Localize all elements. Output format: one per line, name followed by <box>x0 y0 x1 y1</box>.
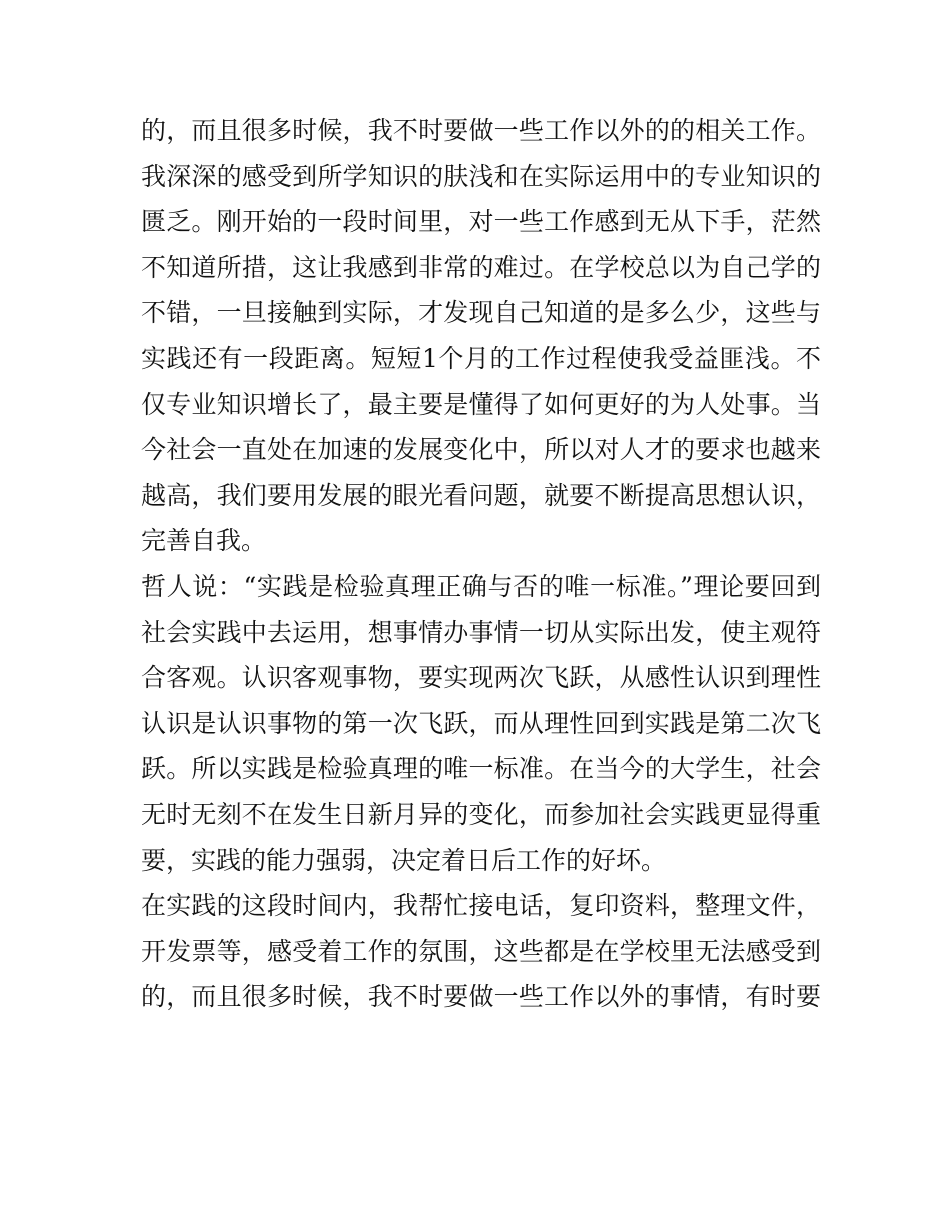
paragraph-2 <box>141 564 821 883</box>
text-line: 无时无刻不在发生日新月异的变化，而参加社会实践更显得重 <box>141 799 821 829</box>
text-line: 合客观。认识客观事物，要实现两次飞跃，从感性认识到理性 <box>141 663 821 693</box>
text-line: 完善自我。 <box>141 526 267 556</box>
text-line: 的，而且很多时候，我不时要做一些工作以外的事情，有时要 <box>141 982 821 1012</box>
text-line: 在实践的这段时间内，我帮忙接电话，复印资料，整理文件， <box>141 891 821 921</box>
text-line: 我深深的感受到所学知识的肤浅和在实际运用中的专业知识的 <box>141 161 821 191</box>
text-line: 哲人说：“实践是检验真理正确与否的唯一标准。”理论要回到 <box>141 571 821 601</box>
text-line: 认识是认识事物的第一次飞跃，而从理性回到实践是第二次飞 <box>141 708 821 738</box>
text-line: 仅专业知识增长了，最主要是懂得了如何更好的为人处事。当 <box>141 389 821 419</box>
text-line: 不错，一旦接触到实际，才发现自己知道的是多么少，这些与 <box>141 298 821 328</box>
paragraph-3 <box>141 883 821 1020</box>
text-line: 今社会一直处在加速的发展变化中，所以对人才的要求也越来 <box>141 435 821 465</box>
text-line: 跃。所以实践是检验真理的唯一标准。在当今的大学生，社会 <box>141 754 821 784</box>
document-body <box>141 108 821 1020</box>
text-line: 不知道所措，这让我感到非常的难过。在学校总以为自己学的 <box>141 252 821 282</box>
text-line: 社会实践中去运用，想事情办事情一切从实际出发，使主观符 <box>141 617 821 647</box>
paragraph-1 <box>141 108 821 564</box>
text-line: 实践还有一段距离。短短1个月的工作过程使我受益匪浅。不 <box>141 343 821 373</box>
text-line: 匮乏。刚开始的一段时间里，对一些工作感到无从下手，茫然 <box>141 207 821 237</box>
text-line: 要，实践的能力强弱，决定着日后工作的好坏。 <box>141 845 667 875</box>
text-line: 开发票等，感受着工作的氛围，这些都是在学校里无法感受到 <box>141 936 821 966</box>
text-line: 越高，我们要用发展的眼光看问题，就要不断提高思想认识， <box>141 480 821 510</box>
text-line: 的，而且很多时候，我不时要做一些工作以外的的相关工作。 <box>141 116 821 145</box>
